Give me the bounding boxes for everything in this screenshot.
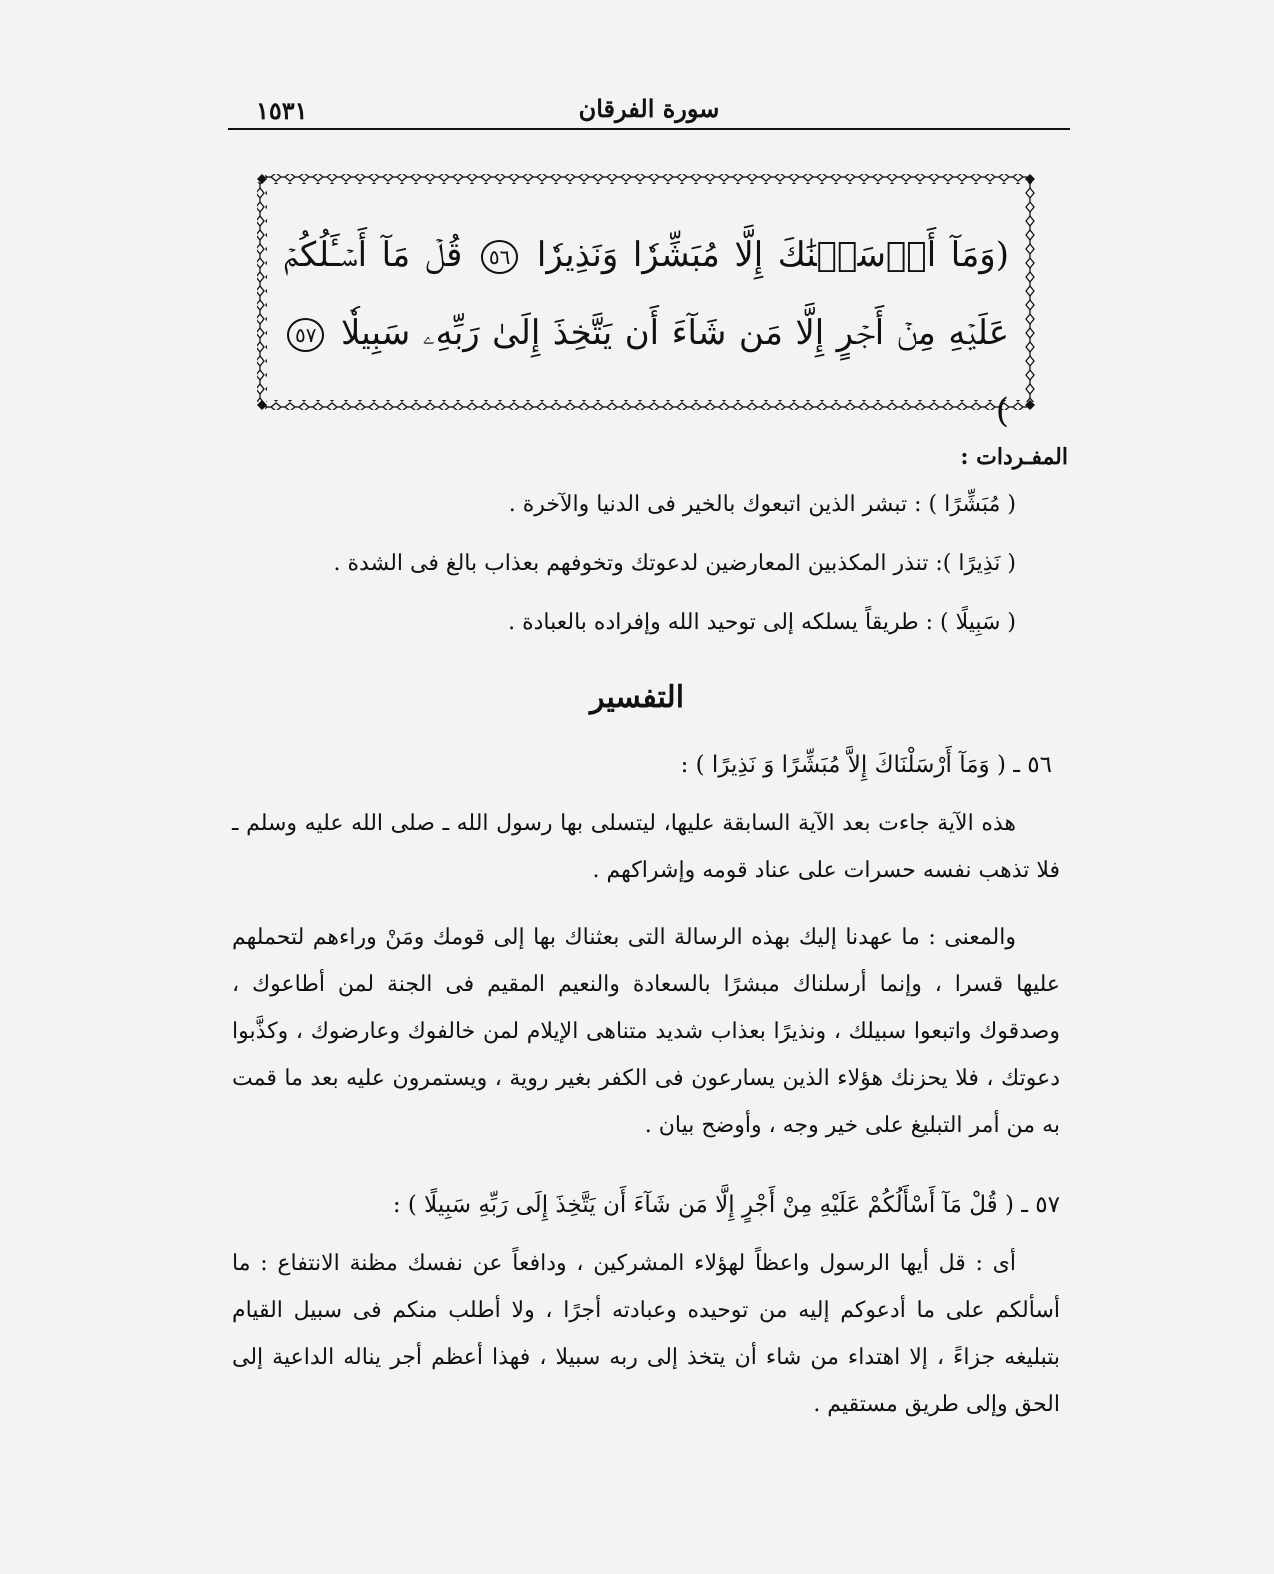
tafsir-paragraph bbox=[232, 1240, 1060, 1428]
verse-text bbox=[283, 216, 1009, 450]
page-header bbox=[228, 92, 1070, 130]
surah-title: سورة الفرقان bbox=[578, 94, 720, 123]
ayah-number-marker: ٥٧ bbox=[287, 318, 324, 352]
paragraph-text: والمعنى : ما عهدنا إليك بهذه الرسالة التى بعثناك بها إلى قومك ومَنْ وراءهم لتحملهم عليها قسرا ، وإنما أرسلناك مبشرًا بالسعادة والنعيم المقيم فى الجنة لمن أطاعوك ، وصدقوك واتبعوا سبيلك ، ونذيرًا بعذاب شديد متناهى الإيلام لمن خالفوك وعارضوك ، وكذَّبوا دعوتك ، فلا يحزنك هؤلاء الذين يسارعون فى الكفر بغير روية ، ويستمرون عليه بعد ما قمت به من أمر التبليغ على خير وجه ، وأوضح بيان . bbox=[232, 925, 1060, 1138]
vocabulary-heading: المفـردات : bbox=[960, 444, 1068, 470]
quran-verse-frame bbox=[255, 172, 1037, 431]
vocabulary-item: ( سَبِيلًا ) : طريقاً يسلكه إلى توحيد الله وإفراده بالعبادة . bbox=[508, 610, 1016, 635]
verse-line-1b: قُلۡ مَآ أَسۡـَٔلُكُمۡ عَلَيۡهِ bbox=[283, 235, 1009, 353]
vocabulary-item: ( نَذِيرًا ): تنذر المكذبين المعارضين لدعوتك وتخوفهم بعذاب بالغ فى الشدة . bbox=[333, 551, 1016, 576]
verse-line-2: مِنۡ أَجۡرٍ إِلَّا مَن شَآءَ أَن يَتَّخِذَ إِلَىٰ رَبِّهِۦ سَبِيلٗا bbox=[340, 313, 936, 353]
page-number: ١٥٣١ bbox=[256, 96, 308, 125]
verse-57-reference: ٥٧ ـ ( قُلْ مَآ أَسْأَلُكُمْ عَلَيْهِ مِنْ أَجْرٍ إِلَّا مَن شَآءَ أَن يَتَّخِذَ إِلَى رَبِّهِ سَبِيلًا ) : bbox=[392, 1192, 1060, 1218]
verse-closing-paren: ) bbox=[995, 391, 1009, 431]
ayah-number-marker: ٥٦ bbox=[481, 240, 518, 274]
verse-56-reference: ٥٦ ـ ( وَمَآ أَرْسَلْنَاكَ إِلاَّ مُبَشِّرًا وَ نَذِيرًا ) : bbox=[680, 752, 1052, 778]
paragraph-text: أى : قل أيها الرسول واعظاً لهؤلاء المشركين ، ودافعاً عن نفسك مظنة الانتفاع : ما أسألكم على ما أدعوكم إليه من توحيده وعبادته أجرًا ، ولا أطلب منكم فى سبيل القيام بتبليغه جزاءً ، إلا اهتداء من شاء أن يتخذ إلى ربه سبيلا ، فهذا أعظم أجر يناله الداعية إلى الحق وإلى طريق مستقيم . bbox=[232, 1251, 1060, 1417]
tafsir-heading: التفسير bbox=[589, 680, 685, 715]
tafsir-paragraph bbox=[232, 800, 1060, 894]
vocabulary-list bbox=[246, 490, 1016, 667]
vocabulary-item: ( مُبَشِّرًا ) : تبشر الذين اتبعوك بالخير فى الدنيا والآخرة . bbox=[508, 492, 1016, 517]
tafsir-paragraph bbox=[232, 914, 1060, 1149]
verse-line-1: (وَمَآ أَرۡسَلۡنَٰكَ إِلَّا مُبَشِّرٗا وَنَذِيرٗا bbox=[536, 235, 1009, 275]
paragraph-text: هذه الآية جاءت بعد الآية السابقة عليها، ليتسلى بها رسول الله ـ صلى الله عليه وسلم ـ فلا تذهب نفسه حسرات على عناد قومه وإشراكهم . bbox=[232, 811, 1060, 883]
